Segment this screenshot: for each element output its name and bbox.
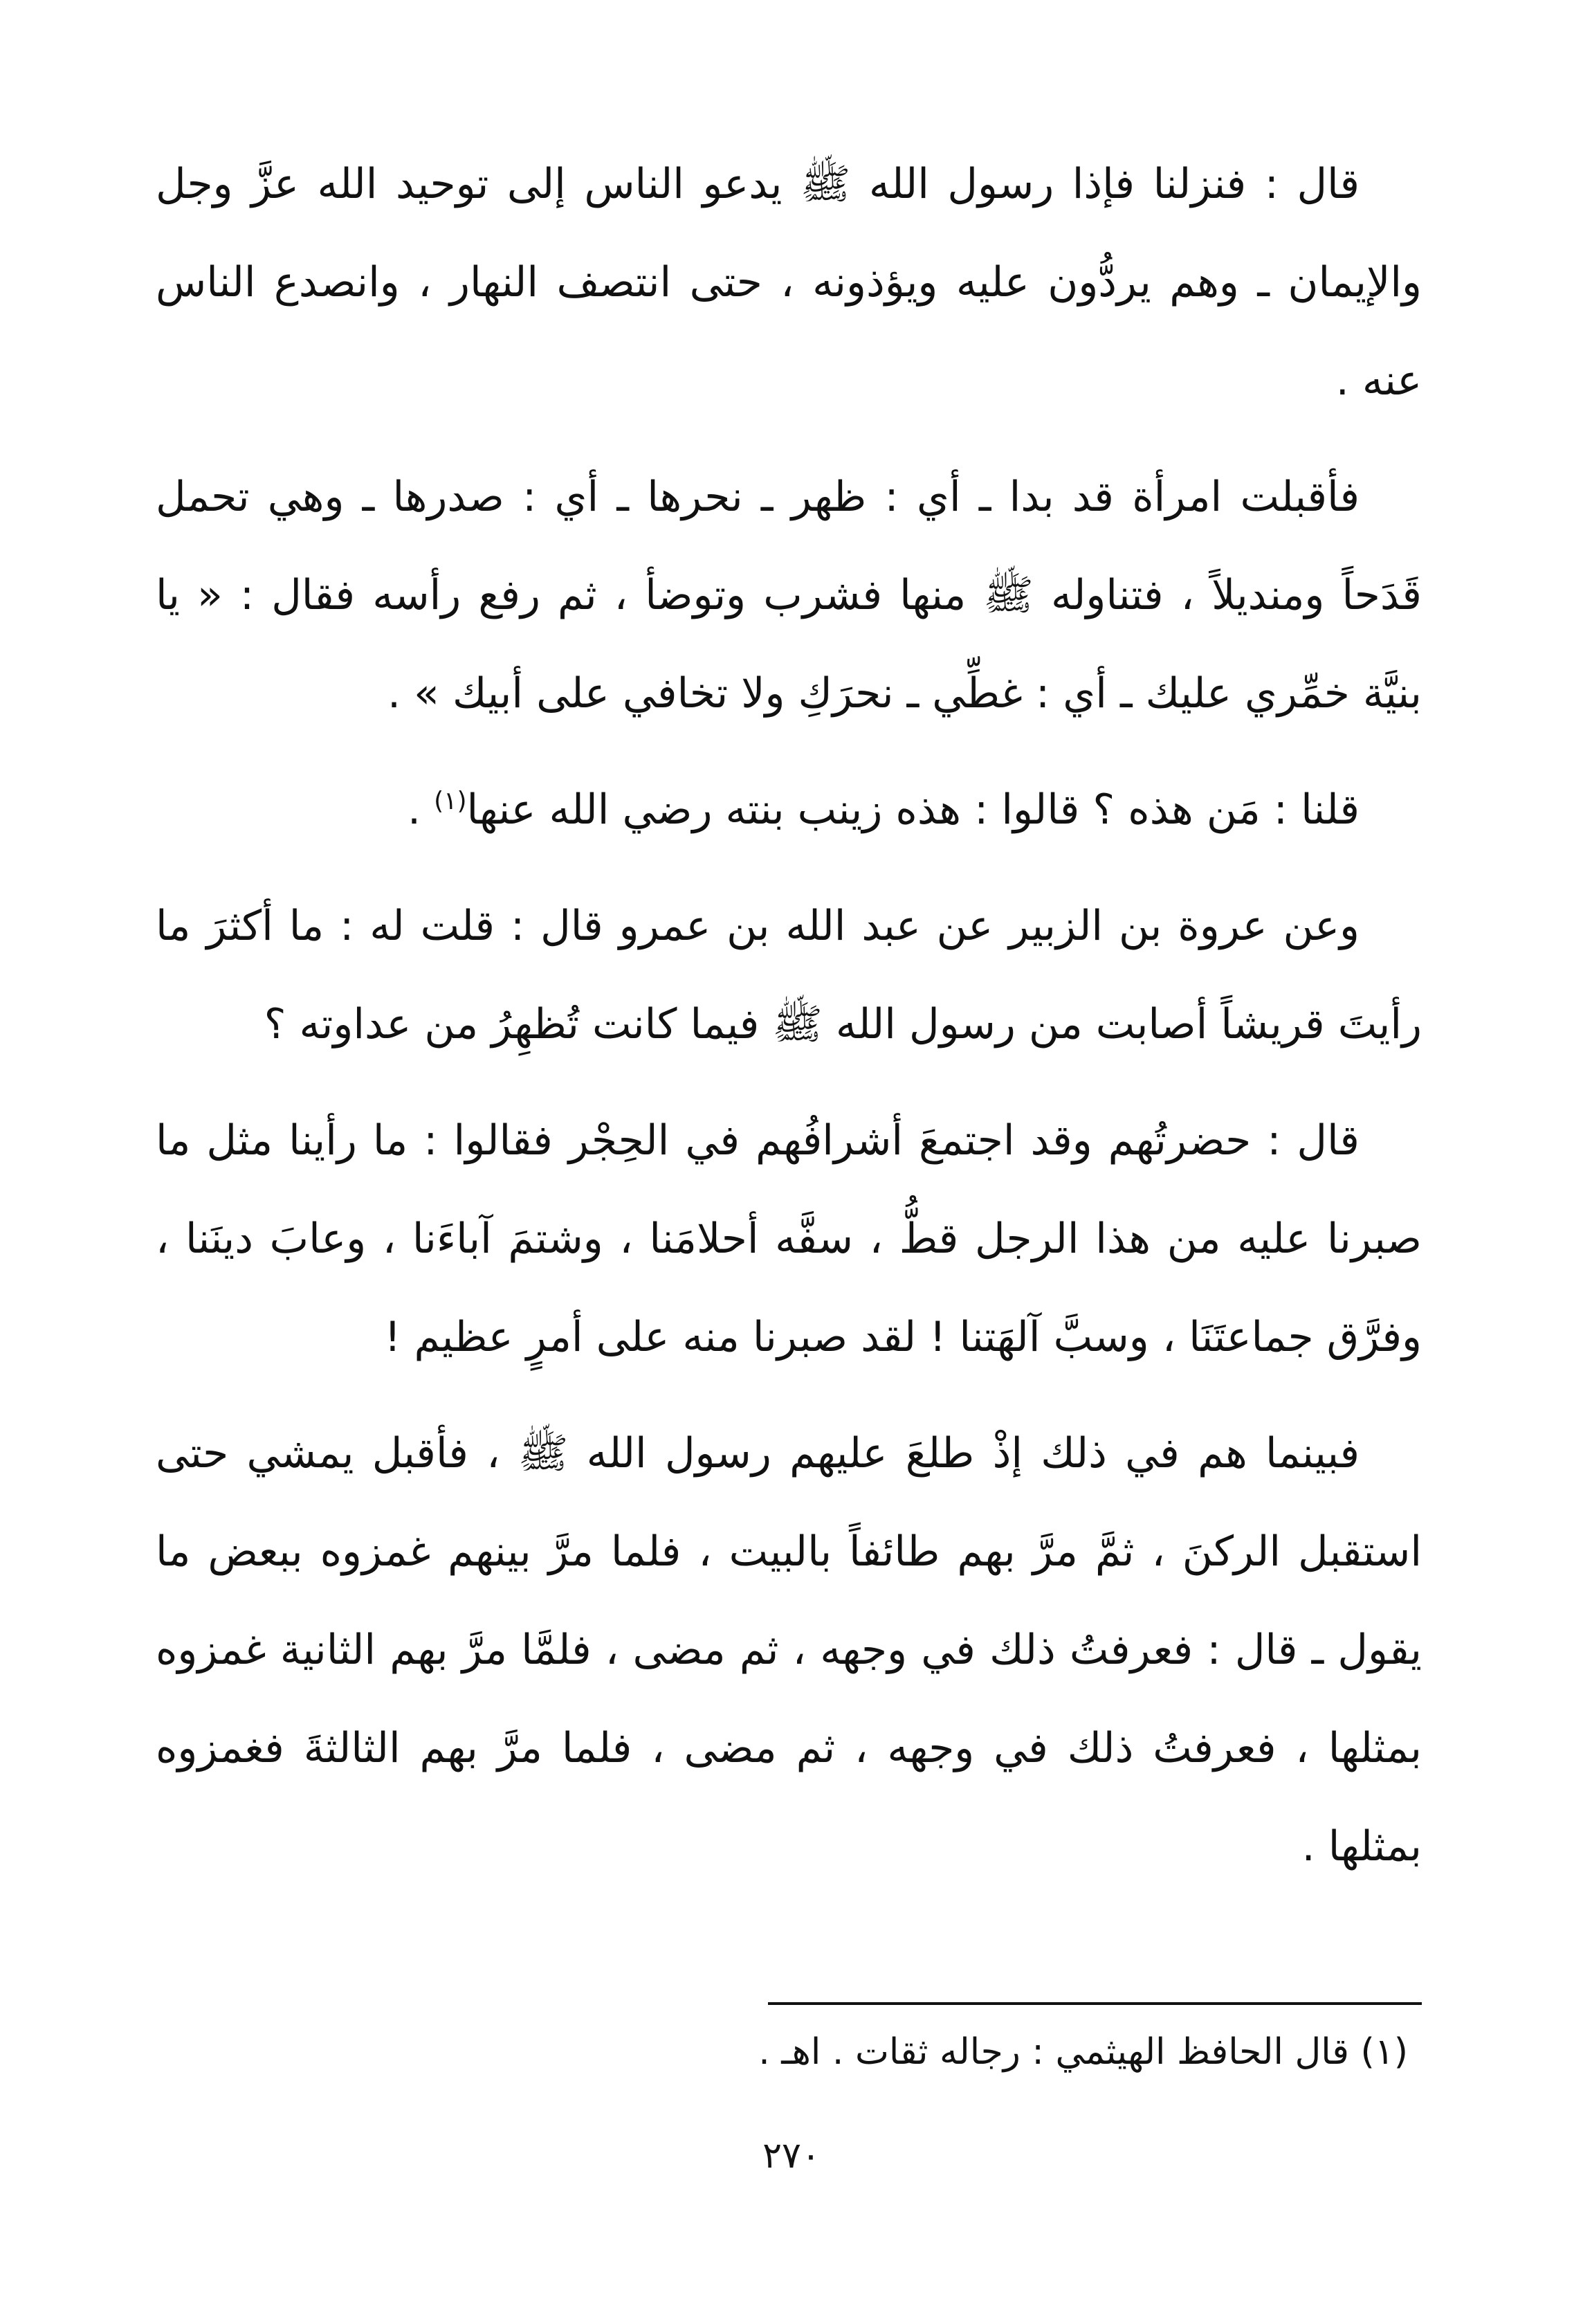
paragraph-6: فبينما هم في ذلك إذْ طلعَ عليهم رسول الله ﷺ ، فأقبل يمشي حتى استقبل الركنَ ، ثمَّ مرَّ بهم طائفاً بالبيت ، فلما مرَّ بينهم غمزوه ببعض ما يقول ـ قال : فعرفتُ ذلك في وجهه ، ثم مضى ، فلمَّا مرَّ بهم الثانية غمزوه بمثلها ، فعرفتُ ذلك في وجهه ، ثم مضى ، فلما مرَّ بهم الثالثةَ فغمزوه بمثلها . — [156, 1429, 1422, 1871]
page-number: ٢٧٠ — [762, 2135, 821, 2177]
paragraph-2: فأقبلت امرأة قد بدا ـ أي : ظهر ـ نحرها ـ أي : صدرها ـ وهي تحمل قَدَحاً ومنديلاً ، فتناوله ﷺ منها فشرب وتوضأ ، ثم رفع رأسه فقال : « يا بنيَّة خمِّري عليك ـ أي : غطِّي ـ نحرَكِ ولا تخافي على أبيك » . — [156, 473, 1422, 718]
paragraph-3-text: قلنا : مَن هذه ؟ قالوا : هذه زينب بنته رضي الله عنها — [466, 786, 1360, 834]
paragraph-4: وعن عروة بن الزبير عن عبد الله بن عمرو قال : قلت له : ما أكثرَ ما رأيتَ قريشاً أصابت من رسول الله ﷺ فيما كانت تُظهِرُ من عداوته ؟ — [156, 902, 1422, 1048]
footnote-reference[interactable]: (١) — [434, 787, 467, 815]
footnote: (١) قال الحافظ الهيثمي : رجاله ثقات . اهـ . — [758, 2031, 1408, 2073]
paragraph-1: قال : فنزلنا فإذا رسول الله ﷺ يدعو الناس إلى توحيد الله عزَّ وجل والإيمان ـ وهم يردُّون عليه ويؤذونه ، حتى انتصف النهار ، وانصدع الناس عنه . — [156, 160, 1422, 405]
body-text — [156, 135, 1422, 1914]
paragraph-3 — [156, 761, 1422, 859]
paragraph-3-tail: . — [407, 786, 434, 834]
paragraph-5: قال : حضرتُهم وقد اجتمعَ أشرافُهم في الحِجْر فقالوا : ما رأينا مثل ما صبرنا عليه من هذا الرجل قطُّ ، سفَّه أحلامَنا ، وشتمَ آباءَنا ، وعابَ دينَنا ، وفرَّق جماعتَنَا ، وسبَّ آلهَتنا ! لقد صبرنا منه على أمرٍ عظيم ! — [156, 1116, 1422, 1361]
footnote-divider — [768, 2002, 1422, 2005]
